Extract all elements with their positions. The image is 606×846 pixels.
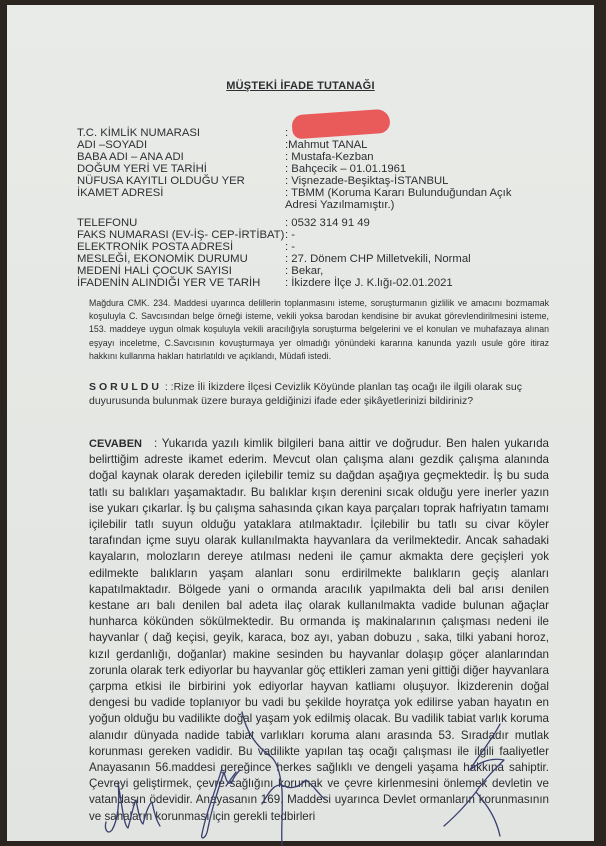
rights-paragraph: Mağdura CMK. 234. Maddesi uyarınca delillerin toplanmasını isteme, soruşturmanın gizlilik ve amacını bozmamak koşuluyla C. Savcısından belge örneği isteme, vekili yoksa barodan kendisine bir avukat görevlendirilmesini isteme, 153. maddeye uygun olmak koşuluyla vekili aracılığıyla soruşturma belgelerini ve el konulan ve muhafazaya alınan eşyayı inceletme, C.Savcısının kovuşturmaya yer olmadığı yönündeki kararına kanunda yazılı usule göre itiraz hakkını kullanma hakları hatırlatıldı ve açıklandı, Müdafi istedi. [89,298,549,361]
field-value: : Mahmut TANAL [285,139,577,151]
question-heading: SORULDU [89,381,162,393]
field-ifade-yer-tarih [77,277,577,289]
field-label: MEDENİ HALİ ÇOCUK SAYISI [77,265,232,277]
field-ikamet-cont [77,199,577,211]
field-label: NÜFUSA KAYITLI OLDUĞU YER [77,175,245,187]
field-value: : İkizdere İlçe J. K.lığı-02.01.2021 [285,277,577,289]
field-label: MESLEĞİ, EKONOMİK DURUMU [77,253,248,265]
field-value: : Mustafa-Kezban [285,151,577,163]
field-label: T.C. KİMLİK NUMARASI [77,127,201,139]
field-label: İFADENİN ALINDIĞI YER VE TARİH [77,277,261,289]
field-label: ADI –SOYADI [77,139,148,151]
field-adi-soyadi [77,139,577,151]
document-page [7,5,594,841]
field-value: : 0532 314 91 49 [285,217,577,229]
field-eposta [77,241,577,253]
question-text: : :Rize İli İkizdere İlçesi Cevizlik Köyünde planlan taş ocağı ile ilgili olarak suç duyurusunda bulunmak üzere buraya geldiğinizi ifade eder şikâyetlerinizi bildiriniz? [89,381,523,407]
field-nufus [77,175,577,187]
field-value: : Vişnezade-Beşiktaş-İSTANBUL [285,175,577,187]
field-value: : TBMM (Koruma Kararı Bulunduğundan Açık [285,187,577,199]
field-value [285,127,577,139]
question-block [89,380,549,408]
field-label: TELEFONU [77,217,138,229]
field-telefon [77,217,577,229]
field-value: : - [285,229,577,241]
answer-heading: CEVABEN [89,438,142,450]
answer-block [89,436,549,825]
field-label: FAKS NUMARASI (EV-İŞ- CEP-İRTİBAT) [77,229,285,241]
field-ikamet [77,187,577,199]
field-value: Adresi Yazılmamıştır.) [285,199,395,211]
field-medeni-hal [77,265,577,277]
field-meslek [77,253,577,265]
identity-fields [77,127,577,289]
field-value: : Bahçecik – 01.01.1961 [285,163,577,175]
document-title: MÜŞTEKİ İFADE TUTANAĞI [226,80,375,92]
field-faks [77,229,577,241]
field-label: ELEKTRONİK POSTA ADRESİ [77,241,234,253]
answer-text: : Yukarıda yazılı kimlik bilgileri bana aittir ve doğrudur. Ben halen yukarıda belirttiğim adreste ikamet ederim. Mevcut olan çalışma alanı gezdik çalışma alanında doğal kaynak olarak dereden içilebilir temiz su dağdan aşağıya geçmektedir. İş bu suda tatlı su balıkları yaşamaktadır. Bu balıklar kışın derenini sıcak olduğu yere inerler yazın ise yukarı çıkarlar. İş bu çalışma sahasında çıkan kaya parçaları toprak hafriyatın tamamı içilebilir tatlı suyun olduğu yataklara atılmaktadır. İçilebilir bu tatlı su civar köyler tarafından içme suyu olarak kullanılmakta hayvanlara da verilmektedir. Ancak sahadaki kayaların, molozların dereye atılması nedeni ile çamur akmakta dere geçişleri yok edilmekte balıkların yaşam alanları sonu erdirilmekte balıkların geçiş alanları kapatılmaktadır. Bölgede yani o ormanda aracılık yapılmakta deli bal arısı denilen kestane arı balı denilen bal adeta ilaç olarak kullanılmakta vadide bulunan ağaçlar hunharca kökünden sökülmektedir. Bu ormanda iş makinalarının çalışması nedeni ile hayvanlar ( dağ keçisi, geyik, karaca, boz ayı, yaban dobuzu , saka, tilki yabani horoz, kızıl gerdanlığı, doğanlar) makine sesinden bu hayvanlar dolaşıp göçer alanlarından zorunla olarak terk ediyorlar bu hayvanlar göç ettikleri zaman yeni gittiği diğer hayvanlara çarpma etkisi ile birbirini yok ediyorlar hayvan katliamı oluşuyor. İkizderenin doğal dengesi bu vadide toplanıyor bu vadi bu şekilde hoyratça yok edilirse yaban hayatın en yoğun olduğu bu vadilikte doğal yaşam yok edilmiş olacak. Bu vadilik tabiat varlık koruma alanıdır dünyada nadide tabiat varlıkları koruma alanı arasında 53. Sıradadır mutlak korunması gereken vadidir. Bu vadilikte yapılan taş ocağı çalışması ile ilgili faaliyetler Anayasanın 56.maddesi gereğince herkes sağlıklı ve dengeli yaşama hakkına sahiptir. Çevreyi geliştirmek, çevre sağlığını korumak ve çevre kirlenmesini önlemek devletin ve vatandaşın ödevidir. Anayasanın 169. Maddesi uyarınca Devlet ormanların korunmasının ve sahaların korunması için gerekli tedbirleri [89,437,549,823]
field-baba-ana [77,151,577,163]
field-label: İKAMET ADRESİ [77,187,164,199]
field-dogum [77,163,577,175]
field-value: : Bekar, [285,265,577,277]
field-label: DOĞUM YERİ VE TARİHİ [77,163,207,175]
field-value: : 27. Dönem CHP Milletvekili, Normal [285,253,577,265]
field-label: BABA ADI – ANA ADI [77,151,184,163]
field-value: : - [285,241,577,253]
field-tc-kimlik [77,127,577,139]
